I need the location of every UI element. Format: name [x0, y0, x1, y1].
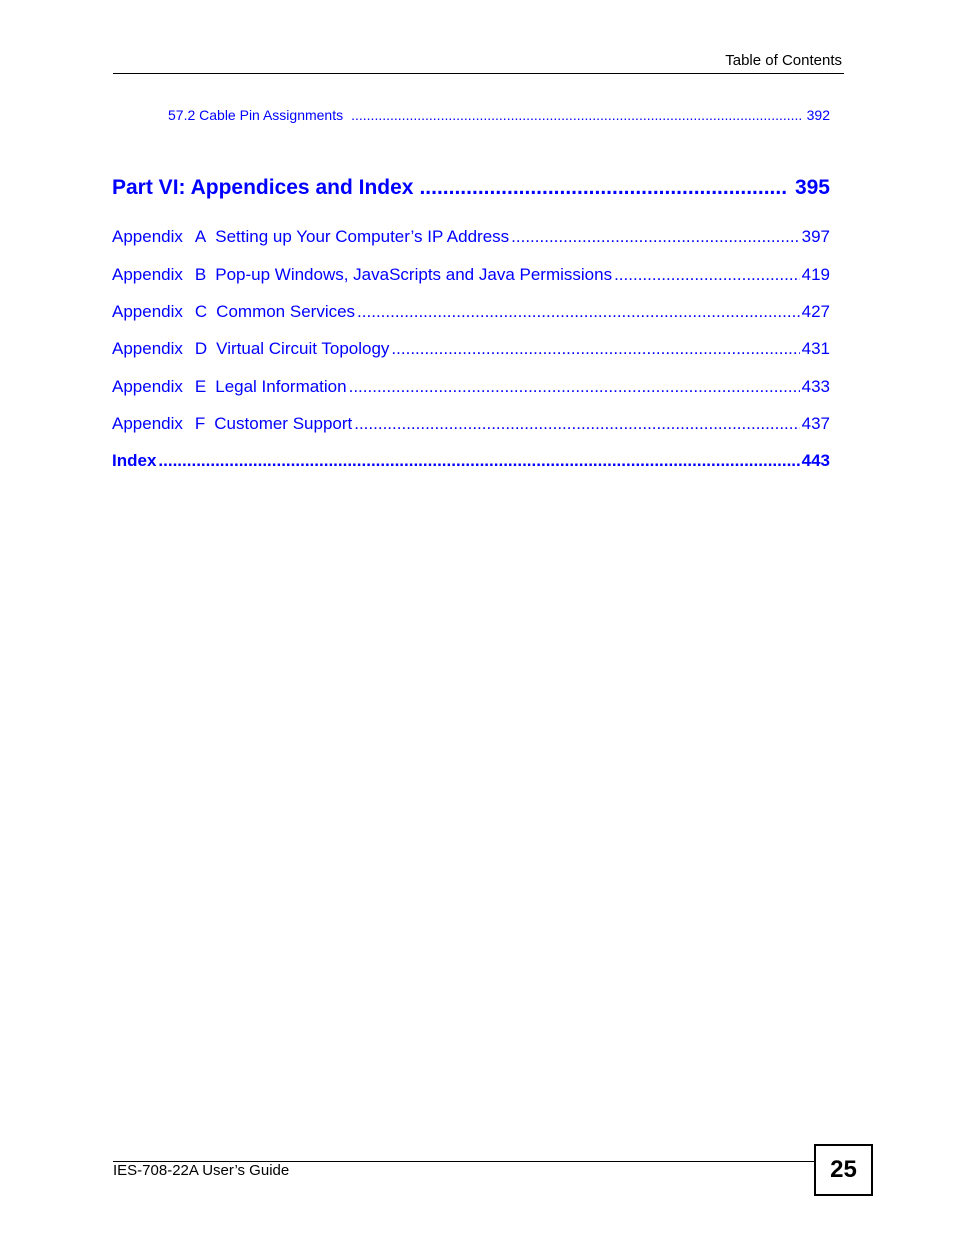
toc-entry-appendix-f[interactable]: [112, 414, 830, 434]
dot-leader: [349, 377, 800, 397]
dot-leader: [614, 265, 800, 285]
dot-leader: [419, 176, 786, 200]
appendix-prefix: Appendix: [112, 377, 183, 396]
dot-leader: [357, 302, 800, 322]
dot-leader: [351, 107, 803, 123]
page-number-box: 25: [814, 1144, 873, 1196]
dot-leader: [511, 227, 799, 247]
toc-index-label: Index: [112, 451, 157, 470]
appendix-page: 437: [801, 414, 830, 433]
appendix-page: 419: [801, 265, 830, 284]
appendix-prefix: Appendix: [112, 414, 183, 433]
toc-part-page: 395: [794, 176, 830, 199]
appendix-page: 433: [801, 377, 830, 396]
appendix-letter: D: [194, 339, 208, 358]
appendix-letter: A: [194, 227, 207, 246]
appendix-page: 397: [801, 227, 830, 246]
appendix-prefix: Appendix: [112, 227, 183, 246]
toc-entry-page: 392: [806, 107, 830, 123]
appendix-letter: B: [194, 265, 207, 284]
dot-leader: [391, 339, 799, 359]
toc-entry-cable-pin-assignments[interactable]: [168, 107, 830, 123]
appendix-title: Common Services: [216, 302, 356, 321]
dot-leader: [158, 451, 799, 471]
toc-entry-index[interactable]: [112, 451, 830, 471]
appendix-title: Legal Information: [215, 377, 347, 396]
appendix-title: Setting up Your Computer’s IP Address: [215, 227, 510, 246]
appendix-title: Pop-up Windows, JavaScripts and Java Permissions: [215, 265, 613, 284]
dot-leader: [354, 414, 799, 434]
toc-entry-appendix-c[interactable]: [112, 302, 830, 322]
appendix-page: 427: [801, 302, 830, 321]
running-head: Table of Contents: [725, 52, 842, 69]
appendix-title: Customer Support: [214, 414, 353, 433]
toc-entry-appendix-d[interactable]: [112, 339, 830, 359]
toc-part-label: Part VI: Appendices and Index: [112, 176, 414, 199]
toc-entry-part-vi[interactable]: [112, 176, 830, 200]
footer-guide-title: IES-708-22A User’s Guide: [113, 1162, 290, 1179]
toc-entry-appendix-a[interactable]: [112, 227, 830, 247]
toc-entry-label: 57.2 Cable Pin Assignments: [168, 107, 344, 123]
toc-entry-appendix-e[interactable]: [112, 377, 830, 397]
appendix-prefix: Appendix: [112, 265, 183, 284]
appendix-letter: F: [194, 414, 206, 433]
appendix-title: Virtual Circuit Topology: [216, 339, 390, 358]
appendix-letter: E: [194, 377, 207, 396]
header-rule: [113, 73, 844, 74]
appendix-prefix: Appendix: [112, 302, 183, 321]
toc-entry-appendix-b[interactable]: [112, 265, 830, 285]
appendix-prefix: Appendix: [112, 339, 183, 358]
toc-index-page: 443: [801, 451, 830, 470]
appendix-letter: C: [194, 302, 208, 321]
appendix-page: 431: [801, 339, 830, 358]
